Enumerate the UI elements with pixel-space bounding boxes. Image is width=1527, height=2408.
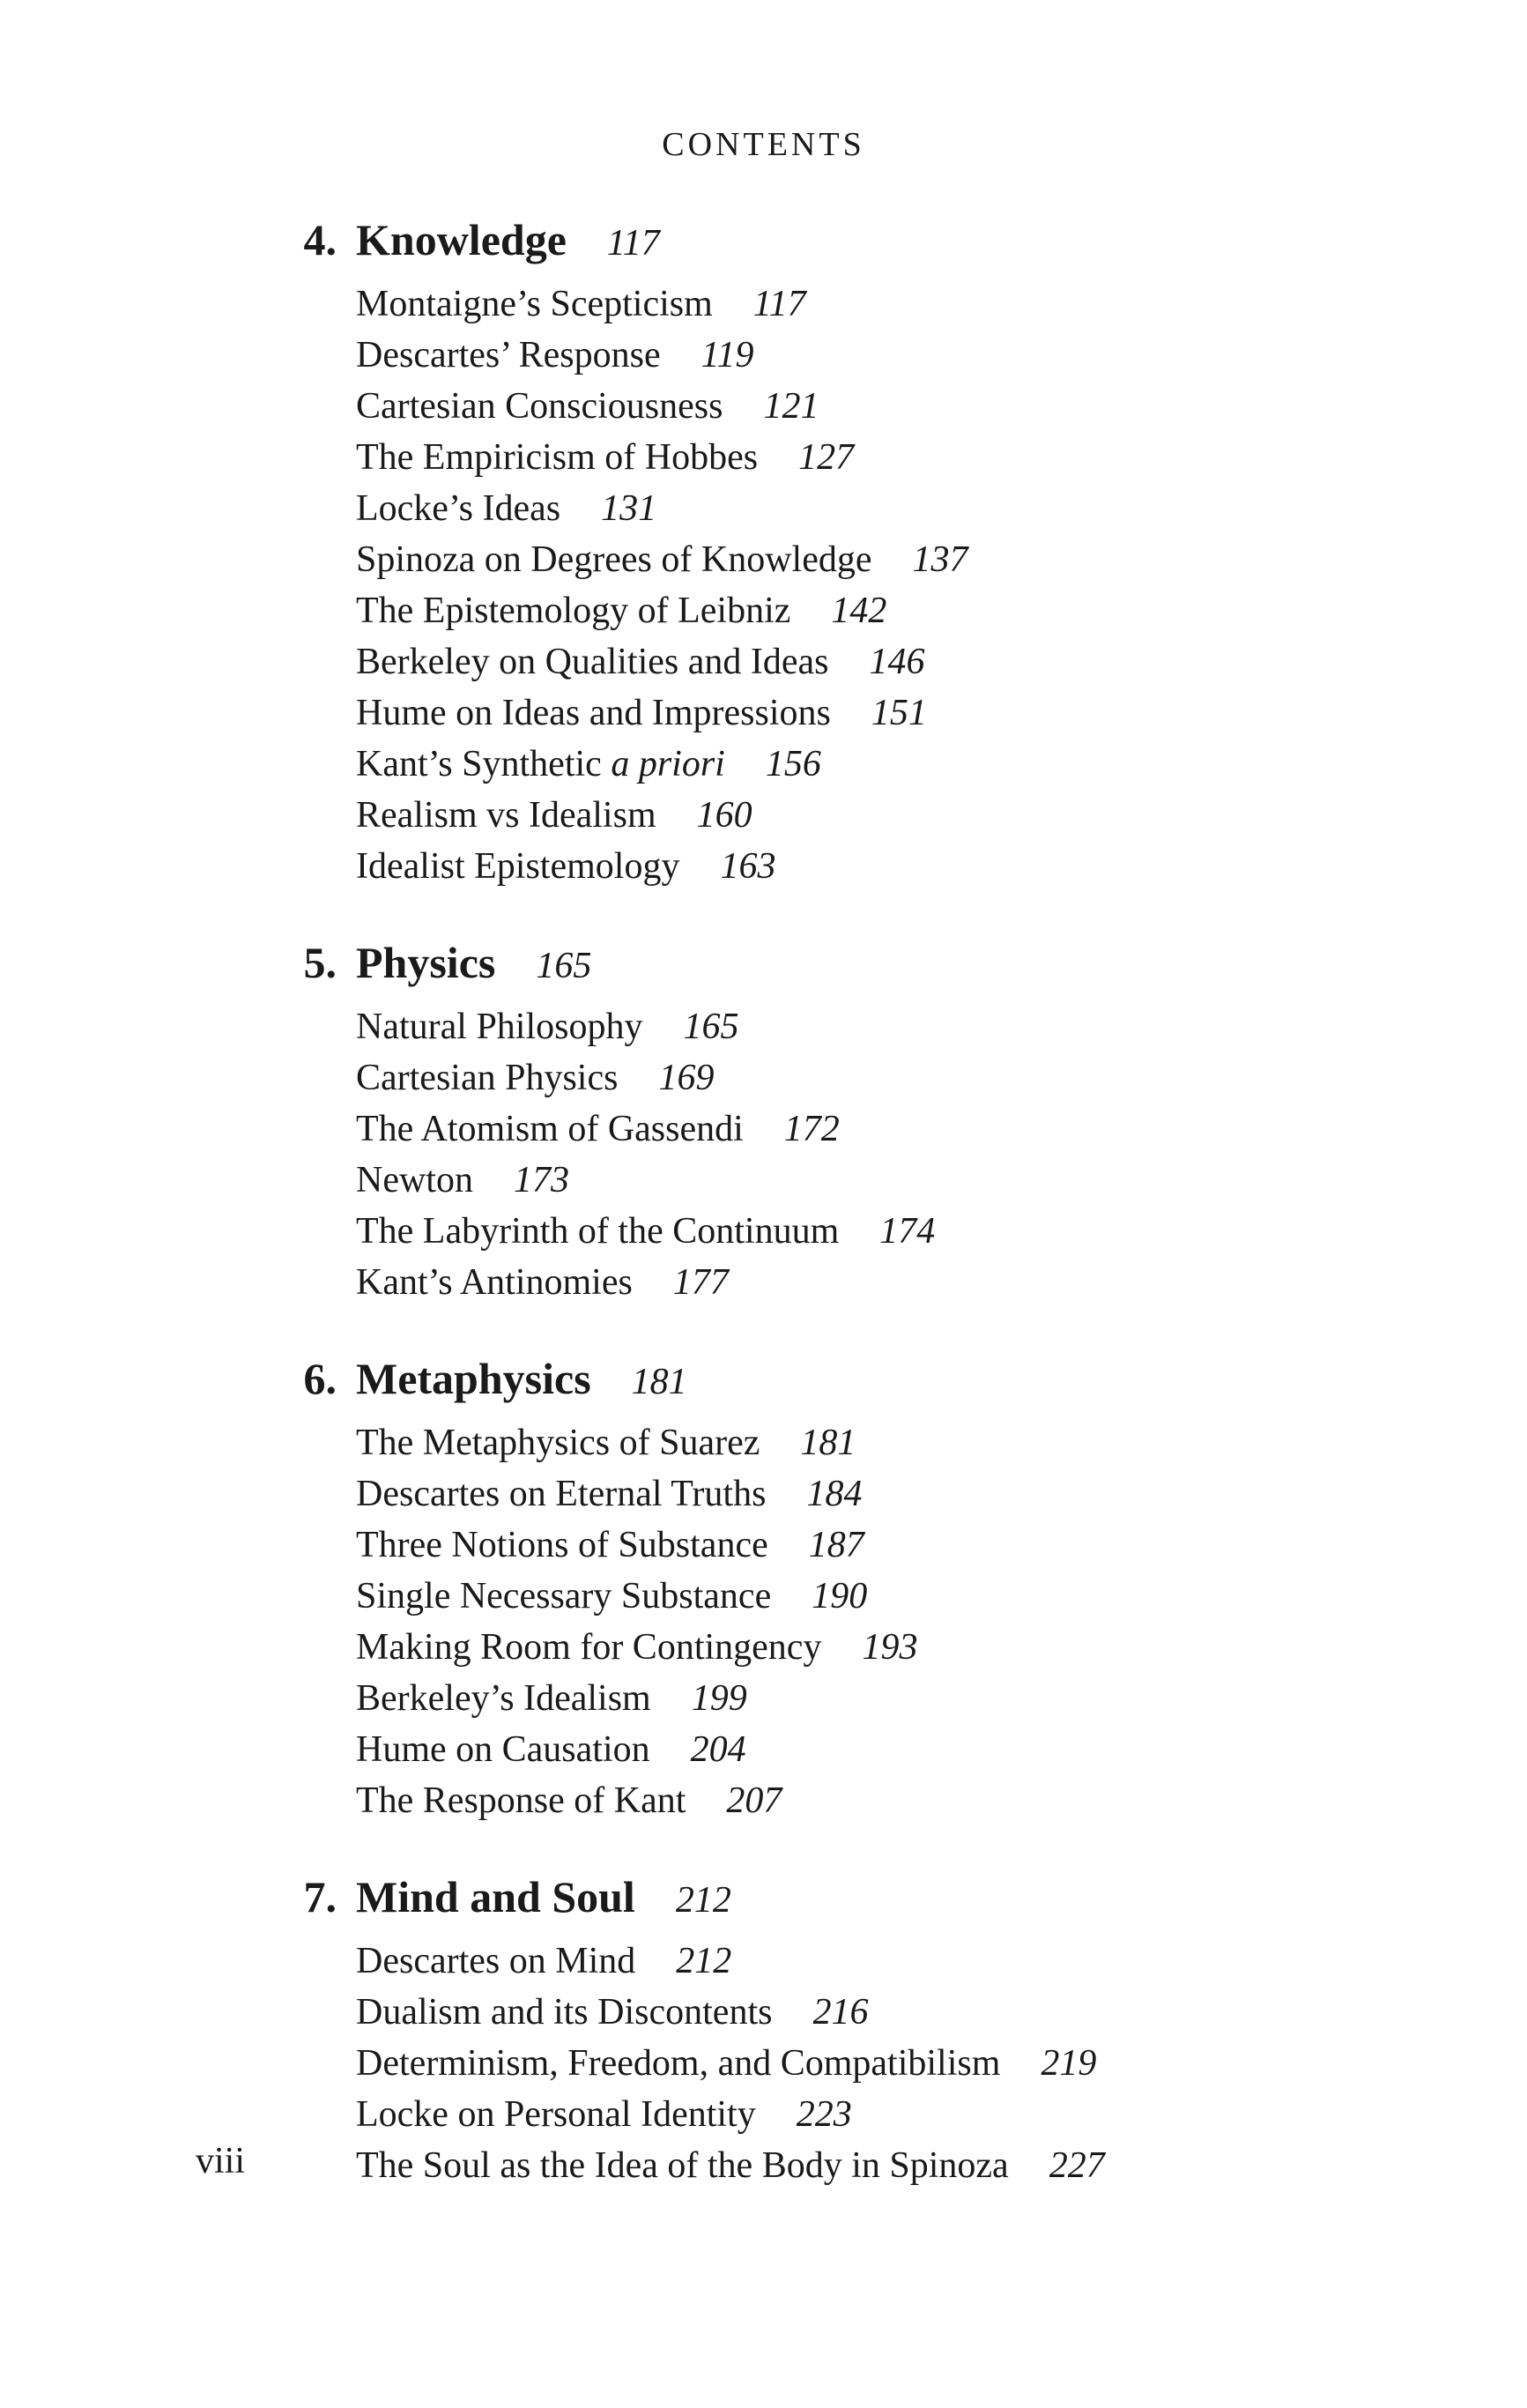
entry-title: Three Notions of Substance: [356, 1525, 768, 1565]
toc-entry[interactable]: [356, 790, 1339, 841]
toc-entry[interactable]: [356, 1206, 1339, 1257]
entry-page-number: 163: [720, 846, 776, 887]
toc-entry[interactable]: [356, 483, 1339, 534]
toc-entry[interactable]: [356, 585, 1339, 636]
entry-title: Natural Philosophy: [356, 1007, 643, 1047]
chapter-number: 5.: [303, 938, 337, 987]
toc-entry[interactable]: [356, 1155, 1339, 1206]
entry-page-number: 165: [683, 1007, 739, 1047]
chapter-heading[interactable]: [282, 1347, 1339, 1410]
entry-title: Kant’s Antinomies: [356, 1262, 633, 1303]
toc-entry[interactable]: [356, 687, 1339, 739]
entry-page-number: 146: [869, 642, 925, 682]
chapter-6: [282, 1347, 1339, 1826]
entry-page-number: 172: [783, 1109, 840, 1149]
toc-entry[interactable]: [356, 1520, 1339, 1571]
toc-entry[interactable]: [356, 2089, 1339, 2140]
entry-title: The Metaphysics of Suarez: [356, 1423, 760, 1463]
toc-entry[interactable]: [356, 1104, 1339, 1155]
entry-page-number: 193: [862, 1627, 918, 1668]
entry-page-number: 137: [912, 539, 968, 580]
entry-page-number: 173: [513, 1160, 569, 1200]
entry-page-number: 117: [752, 284, 806, 324]
toc-entry[interactable]: [356, 1468, 1339, 1520]
entry-page-number: 207: [726, 1780, 782, 1821]
section-list: [356, 1417, 1339, 1826]
toc-entry[interactable]: [356, 1417, 1339, 1468]
chapter-title: Metaphysics: [356, 1354, 591, 1403]
entry-title: Cartesian Consciousness: [356, 386, 723, 427]
entry-page-number: 131: [601, 488, 657, 529]
entry-page-number: 219: [1041, 2043, 1097, 2084]
entry-title: Descartes on Eternal Truths: [356, 1474, 767, 1514]
toc-entry[interactable]: [356, 1724, 1339, 1775]
table-of-contents: [282, 208, 1339, 2230]
chapter-heading[interactable]: [282, 1865, 1339, 1929]
toc-entry[interactable]: [356, 1052, 1339, 1104]
toc-entry[interactable]: [356, 1571, 1339, 1622]
toc-entry[interactable]: [356, 636, 1339, 687]
chapter-number: 4.: [303, 215, 337, 264]
entry-page-number: 151: [871, 693, 927, 733]
entry-page-number: 199: [691, 1678, 747, 1719]
page-folio: viii: [196, 2141, 246, 2181]
entry-title: Berkeley’s Idealism: [356, 1678, 651, 1719]
section-list: [356, 1936, 1339, 2191]
toc-entry[interactable]: [356, 2140, 1339, 2191]
chapter-page-number: 181: [631, 1362, 687, 1402]
entry-page-number: 227: [1049, 2145, 1105, 2186]
entry-page-number: 212: [676, 1941, 732, 1981]
entry-title: Descartes on Mind: [356, 1941, 636, 1981]
toc-entry[interactable]: [356, 432, 1339, 483]
entry-page-number: 174: [879, 1211, 936, 1252]
toc-entry[interactable]: [356, 841, 1339, 892]
entry-title: The Atomism of Gassendi: [356, 1109, 744, 1149]
entry-page-number: 190: [812, 1576, 868, 1616]
toc-entry[interactable]: [356, 1936, 1339, 1987]
entry-page-number: 121: [763, 386, 819, 427]
chapter-4: [282, 208, 1339, 892]
entry-title-italic: a priori: [611, 744, 725, 784]
entry-page-number: 181: [800, 1423, 856, 1463]
entry-page-number: 177: [672, 1262, 729, 1303]
entry-page-number: 142: [831, 591, 887, 631]
toc-entry[interactable]: [356, 330, 1339, 381]
entry-page-number: 156: [765, 744, 821, 784]
entry-title: Locke on Personal Identity: [356, 2094, 756, 2135]
entry-page-number: 216: [812, 1992, 869, 2033]
chapter-page-number: 165: [536, 946, 592, 986]
chapter-7: [282, 1865, 1339, 2191]
chapter-title: Mind and Soul: [356, 1872, 635, 1921]
toc-entry[interactable]: [356, 1622, 1339, 1673]
entry-title: The Labyrinth of the Continuum: [356, 1211, 840, 1252]
toc-entry[interactable]: [356, 279, 1339, 330]
chapter-page-number: 212: [675, 1880, 731, 1921]
entry-title: Spinoza on Degrees of Knowledge: [356, 539, 872, 580]
entry-page-number: 184: [806, 1474, 863, 1514]
entry-title: Making Room for Contingency: [356, 1627, 822, 1668]
entry-title: Dualism and its Discontents: [356, 1992, 773, 2033]
entry-title: The Response of Kant: [356, 1780, 686, 1821]
entry-title: Idealist Epistemology: [356, 846, 680, 887]
entry-page-number: 160: [696, 795, 752, 836]
entry-page-number: 127: [798, 437, 855, 478]
toc-entry[interactable]: [356, 1257, 1339, 1308]
chapter-title: Knowledge: [356, 215, 567, 264]
entry-page-number: 169: [658, 1058, 715, 1098]
entry-title: Descartes’ Response: [356, 335, 661, 375]
entry-page-number: 223: [796, 2094, 852, 2135]
running-head: CONTENTS: [662, 126, 865, 163]
chapter-heading[interactable]: [282, 208, 1339, 271]
entry-title: Locke’s Ideas: [356, 488, 561, 529]
toc-entry[interactable]: [356, 1775, 1339, 1826]
toc-entry[interactable]: [356, 534, 1339, 585]
section-list: [356, 279, 1339, 892]
chapter-title: Physics: [356, 938, 496, 987]
entry-title: The Epistemology of Leibniz: [356, 591, 791, 631]
chapter-heading[interactable]: [282, 931, 1339, 994]
toc-entry[interactable]: [356, 381, 1339, 432]
toc-entry[interactable]: [356, 1987, 1339, 2038]
entry-title: The Empiricism of Hobbes: [356, 437, 759, 478]
toc-entry[interactable]: [356, 1001, 1339, 1052]
entry-title: Hume on Ideas and Impressions: [356, 693, 831, 733]
entry-title: Hume on Causation: [356, 1729, 650, 1770]
chapter-number: 7.: [303, 1872, 337, 1921]
entry-title: Single Necessary Substance: [356, 1576, 772, 1616]
chapter-number: 6.: [303, 1354, 337, 1403]
entry-title: Cartesian Physics: [356, 1058, 619, 1098]
toc-entry[interactable]: [356, 2038, 1339, 2089]
entry-title: Realism vs Idealism: [356, 795, 656, 836]
entry-page-number: 187: [808, 1525, 864, 1565]
entry-title: Newton: [356, 1160, 473, 1200]
entry-page-number: 119: [700, 335, 754, 375]
entry-title: The Soul as the Idea of the Body in Spinoza: [356, 2145, 1009, 2186]
toc-entry[interactable]: [356, 739, 1339, 790]
section-list: [356, 1001, 1339, 1308]
entry-title: Kant’s Synthetic: [356, 744, 602, 784]
toc-entry[interactable]: [356, 1673, 1339, 1724]
entry-title: Montaigne’s Scepticism: [356, 284, 713, 324]
entry-title: Berkeley on Qualities and Ideas: [356, 642, 829, 682]
entry-page-number: 204: [690, 1729, 746, 1770]
entry-title: Determinism, Freedom, and Compatibilism: [356, 2043, 1001, 2084]
chapter-page-number: 117: [606, 223, 660, 264]
chapter-5: [282, 931, 1339, 1308]
